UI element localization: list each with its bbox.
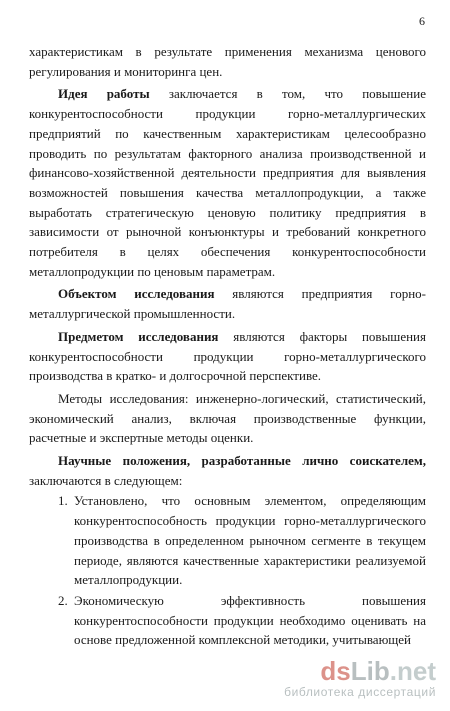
list-item-text: Установлено, что основным элементом, определяющим конкурентоспособность продукции горно-металлургического производства в определенном рыночном сегменте в текущем периоде, являются качественные характеристики реализуемой металлопродукции. — [74, 493, 426, 588]
provisions-heading: Научные положения, разработанные лично соискателем, — [58, 453, 426, 469]
watermark — [284, 658, 436, 699]
list-item-number: 1. — [58, 493, 68, 509]
document-body — [29, 42, 426, 650]
paragraph-methods: Методы исследования: инженерно-логический, статистический, экономический анализ, включая производственные функции, расчетные и экспертные методы оценки. — [29, 390, 426, 446]
list-item — [29, 491, 426, 590]
watermark-logo: dsLib.net — [320, 656, 436, 686]
idea-heading: Идея работы — [58, 86, 150, 102]
watermark-subtitle: библиотека диссертаций — [284, 685, 436, 699]
paragraph-subject — [29, 327, 426, 386]
provisions-text: заключаются в следующем: — [29, 472, 183, 488]
object-text: являются предприятия горно-металлургической промышленности. — [29, 286, 426, 322]
list-item — [29, 591, 426, 650]
paragraph-provisions — [29, 451, 426, 490]
subject-heading: Предметом исследования — [58, 328, 219, 344]
subject-text: являются факторы повышения конкурентоспособности продукции горно-металлургического производства в кратко- и долгосрочной перспективе. — [29, 328, 426, 384]
paragraph-continuation: характеристикам в результате применения механизма ценового регулирования и мониторинга цен. — [29, 44, 426, 79]
paragraph-idea — [29, 84, 426, 281]
list-item-number: 2. — [58, 592, 68, 608]
idea-text: заключается в том, что повышение конкурентоспособности продукции горно-металлургических предприятий по качественным характеристикам целесообразно проводить по результатам факторного анализа производственной и финансово-хозяйственной деятельности предприятия для выявления возможностей повышения качества металлопродукции, а также выработать стратегическую ценовую политику предприятия в зависимости от рыночной конъюнктуры и требований конкретного потребителя в целях обеспечения конкурентоспособности металлопродукции по ценовым параметрам. — [29, 86, 426, 279]
paragraph-object — [29, 284, 426, 323]
object-heading: Объектом исследования — [58, 286, 215, 302]
list-item-text: Экономическую эффективность повышения конкурентоспособности продукции необходимо оценивать на основе предложенной комплексной методики, учитывающей — [74, 592, 426, 648]
page-number: 6 — [419, 14, 425, 28]
